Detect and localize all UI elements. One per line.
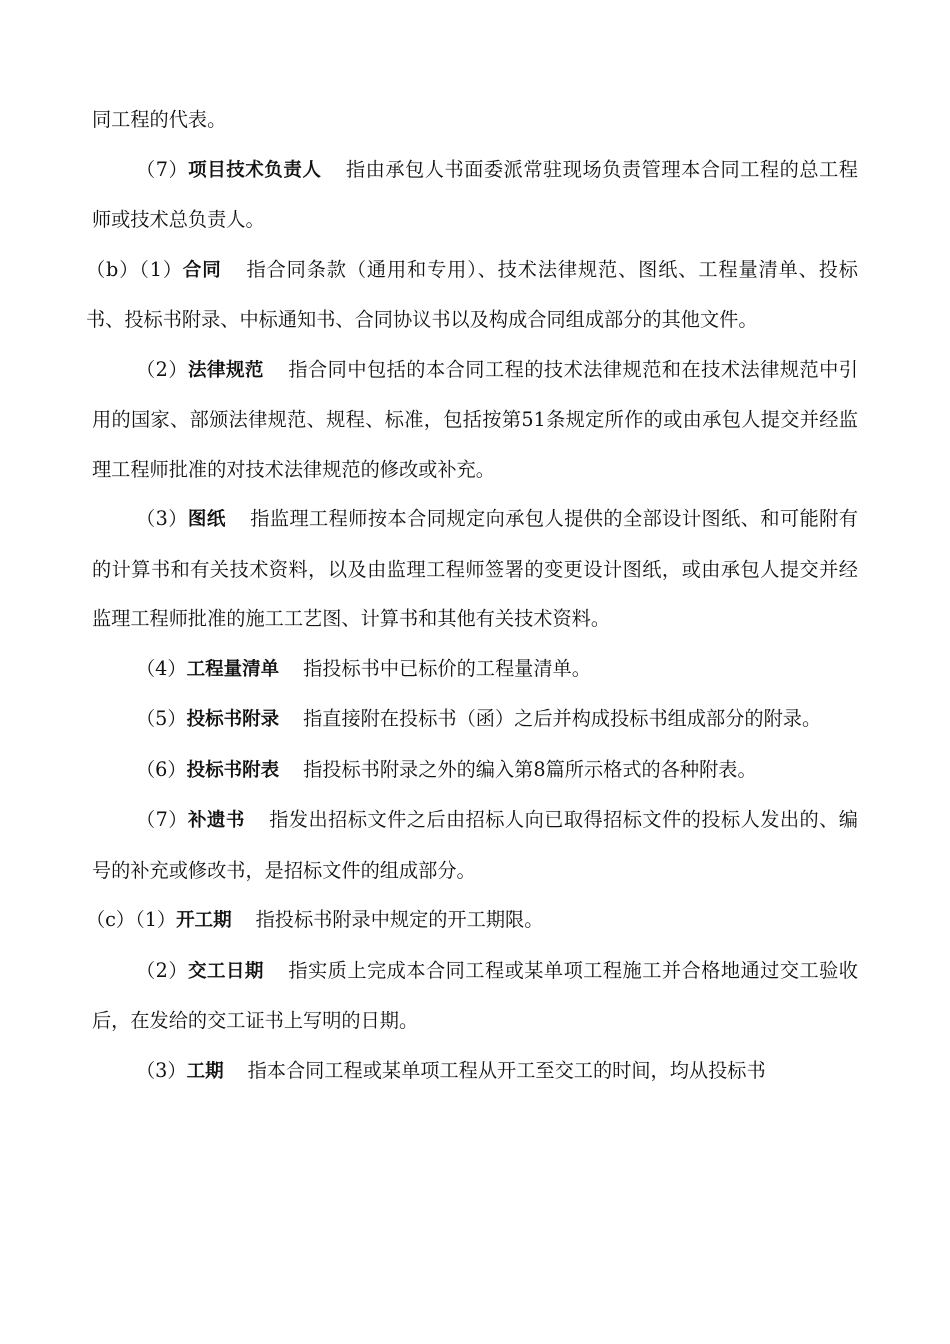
definition-addendum: [92, 795, 858, 895]
definition-text: 指投标书附录中规定的开工期限。: [255, 908, 544, 931]
defined-term: 开工期: [176, 910, 232, 931]
item-number: （4）: [136, 656, 187, 680]
item-number: （3）: [136, 1058, 187, 1082]
item-number: （2）: [136, 958, 188, 982]
definition-bid-appendix: [92, 694, 858, 745]
definition-bid-schedules: [92, 745, 858, 796]
defined-term: 工期: [186, 1060, 224, 1082]
defined-term: 图纸: [187, 509, 226, 530]
definition-text: 指投标书附录之外的编入第8篇所示格式的各种附表。: [303, 757, 757, 781]
item-number: （7）: [136, 808, 188, 831]
definition-text: 指本合同工程或某单项工程从开工至交工的时间，均从投标书: [247, 1058, 766, 1082]
defined-term: 工程量清单: [186, 658, 280, 680]
item-number: （b）（1）: [86, 257, 183, 281]
definition-legal-specs: [92, 345, 858, 495]
defined-term: 项目技术负责人: [188, 159, 322, 181]
definition-text: 指直接附在投标书（函）之后并构成投标书组成部分的附录。: [303, 707, 822, 730]
item-number: （3）: [136, 507, 188, 530]
definition-text: 指实质上完成本合同工程或某单项工程施工并合格地通过交工验收后，在发给的交工证书上写明的日期。: [92, 958, 858, 1032]
definition-bill-of-quantities: [92, 644, 858, 695]
definition-drawings: [92, 494, 858, 644]
definition-text: 指投标书中已标价的工程量清单。: [303, 656, 591, 680]
definition-construction-period: [92, 1046, 858, 1097]
definition-contract: [86, 245, 858, 345]
definition-text: 指监理工程师按本合同规定向承包人提供的全部设计图纸、和可能附有的计算书和有关技术资料，以及由监理工程师签署的变更设计图纸，或由承包人提交并经监理工程师批准的施工工艺图、计算书和其他有关技术资料。: [92, 507, 858, 630]
definition-project-tech-lead: [92, 145, 858, 245]
definition-text: 指发出招标文件之后由招标人向已取得招标文件的投标人发出的、编号的补充或修改书，是招标文件的组成部分。: [92, 808, 858, 882]
paragraph-continuation: [92, 95, 858, 145]
defined-term: 法律规范: [188, 359, 264, 381]
item-number: （7）: [136, 157, 189, 181]
paragraph-text: 同工程的代表。: [92, 108, 227, 131]
defined-term: 交工日期: [188, 960, 264, 982]
defined-term: 补遗书: [187, 810, 245, 831]
definition-completion-date: [92, 946, 858, 1046]
defined-term: 合同: [182, 259, 222, 281]
definition-commencement: [86, 895, 858, 946]
defined-term: 投标书附表: [186, 759, 280, 781]
definition-text: 指合同中包括的本合同工程的技术法律规范和在技术法律规范中引用的国家、部颁法律规范、规程、标准，包括按第51条规定所作的或由承包人提交并经监理工程师批准的对技术法律规范的修改或补充。: [92, 357, 858, 481]
item-number: （6）: [136, 757, 187, 781]
item-number: （c）（1）: [86, 908, 177, 931]
definition-text: 指合同条款（通用和专用）、技术法律规范、图纸、工程量清单、投标书、投标书附录、中标通知书、合同协议书以及构成合同组成部分的其他文件。: [86, 257, 858, 331]
item-number: （5）: [136, 707, 187, 730]
defined-term: 投标书附录: [186, 709, 280, 730]
item-number: （2）: [136, 357, 188, 381]
definition-text: 指由承包人书面委派常驻现场负责管理本合同工程的总工程师或技术总负责人。: [92, 157, 858, 231]
